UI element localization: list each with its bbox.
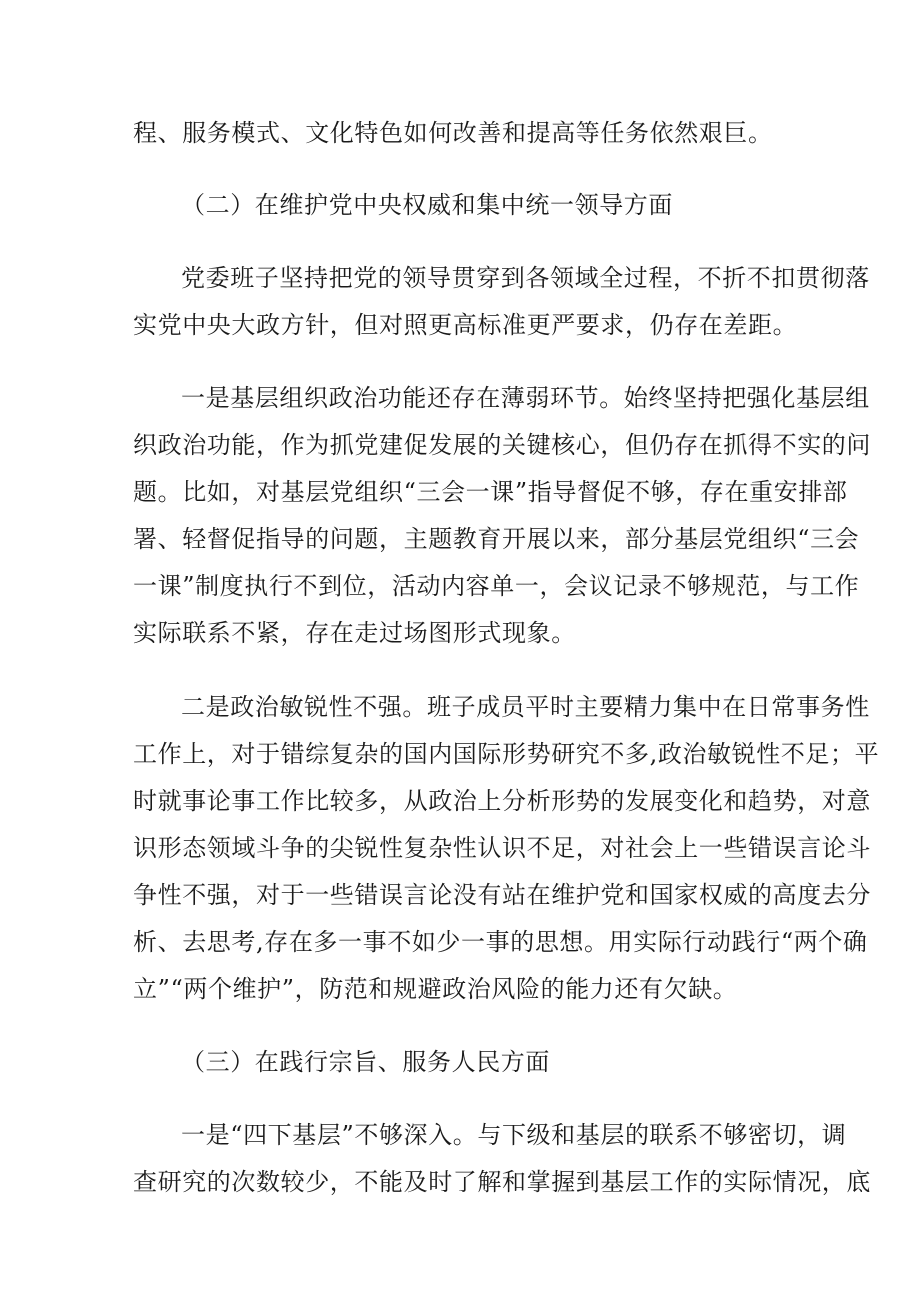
paragraph-line: 题。比如，对基层党组织“三会一课”指导督促不够，存在重安排部 bbox=[133, 478, 848, 506]
section-heading: （二）在维护党中央权威和集中统一领导方面 bbox=[181, 191, 673, 219]
section-heading: （三）在践行宗旨、服务人民方面 bbox=[181, 1048, 550, 1076]
paragraph-line: 党委班子坚持把党的领导贯穿到各领域全过程，不折不扣贯彻落 bbox=[181, 264, 870, 292]
paragraph-line: 识形态领域斗争的尖锐性复杂性认识不足，对社会上一些错误言论斗 bbox=[133, 834, 871, 862]
paragraph-line: 析、去思考,存在多一事不如少一事的思想。用实际行动践行“两个确 bbox=[133, 928, 868, 956]
paragraph-line: 实际联系不紧，存在走过场图形式现象。 bbox=[133, 619, 576, 647]
paragraph-line: 工作上，对于错综复杂的国内国际形势研究不多,政治敏锐性不足；平 bbox=[133, 740, 880, 768]
paragraph-line: 争性不强，对于一些错误言论没有站在维护党和国家权威的高度去分 bbox=[133, 881, 871, 909]
paragraph-line: 一是基层组织政治功能还存在薄弱环节。始终坚持把强化基层组 bbox=[181, 384, 870, 412]
paragraph-line: 时就事论事工作比较多，从政治上分析形势的发展变化和趋势，对意 bbox=[133, 787, 871, 815]
paragraph-line: 织政治功能，作为抓党建促发展的关键核心，但仍存在抓得不实的问 bbox=[133, 431, 871, 459]
paragraph-line: 立”“两个维护”，防范和规避政治风险的能力还有欠缺。 bbox=[133, 975, 738, 1003]
paragraph-line: 程、服务模式、文化特色如何改善和提高等任务依然艰巨。 bbox=[133, 119, 773, 147]
paragraph-line: 实党中央大政方针，但对照更高标准更严要求，仍存在差距。 bbox=[133, 311, 798, 339]
paragraph-line: 查研究的次数较少，不能及时了解和掌握到基层工作的实际情况，底 bbox=[133, 1168, 871, 1196]
paragraph-line: 一课”制度执行不到位，活动内容单一，会议记录不够规范，与工作 bbox=[133, 572, 860, 600]
paragraph-line: 二是政治敏锐性不强。班子成员平时主要精力集中在日常事务性 bbox=[181, 693, 870, 721]
paragraph-line: 一是“四下基层”不够深入。与下级和基层的联系不够密切，调 bbox=[181, 1121, 847, 1149]
paragraph-line: 署、轻督促指导的问题，主题教育开展以来，部分基层党组织“三会 bbox=[133, 525, 860, 553]
